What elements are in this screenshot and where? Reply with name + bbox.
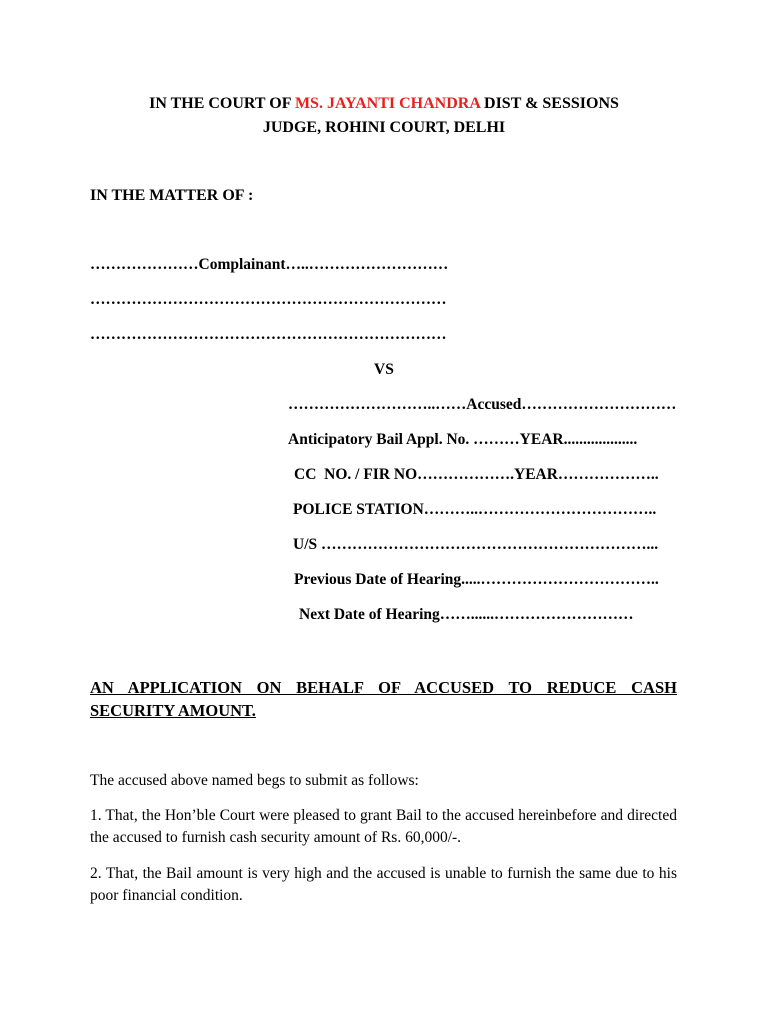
court-prefix: IN THE COURT OF	[149, 95, 295, 112]
complainant-blank-line-1: ……………………………………………………………	[90, 291, 447, 308]
under-section-line: U/S ………………………………………………………...	[293, 536, 659, 553]
court-suffix: DIST & SESSIONS	[480, 95, 619, 112]
versus-label: VS	[374, 361, 394, 378]
court-heading-line2: JUDGE, ROHINI COURT, DELHI	[262, 119, 506, 136]
accused-line: ………………………..……Accused…………………………	[288, 396, 677, 413]
next-hearing-line: Next Date of Hearing……......………………………	[299, 606, 634, 623]
intro-paragraph: The accused above named begs to submit as follows:	[90, 772, 419, 789]
cc-fir-line: CC NO. / FIR NO……………….YEAR………………..	[294, 466, 659, 483]
police-station-line: POLICE STATION………..……………………………..	[293, 501, 657, 518]
judge-name: MS. JAYANTI CHANDRA	[294, 95, 481, 112]
matter-of-heading: IN THE MATTER OF :	[90, 187, 254, 204]
paragraph-1: 1. That, the Hon’ble Court were pleased to grant Bail to the accused hereinbefore and directed the accused to furnish cash security amount of Rs. 60,000/-.	[90, 807, 677, 846]
anticipatory-bail-line: Anticipatory Bail Appl. No. ………YEAR...................	[288, 431, 638, 448]
complainant-blank-line-2: ……………………………………………………………	[90, 326, 447, 343]
court-heading-line1	[0, 93, 768, 115]
previous-hearing-line: Previous Date of Hearing.....……………………………..	[294, 571, 659, 588]
application-title: AN APPLICATION ON BEHALF OF ACCUSED TO REDUCE CASH SECURITY AMOUNT.	[90, 678, 677, 720]
paragraph-2: 2. That, the Bail amount is very high and the accused is unable to furnish the same due to his poor financial condition.	[90, 865, 677, 904]
complainant-line: …………………Complainant…..………………………	[90, 256, 449, 273]
